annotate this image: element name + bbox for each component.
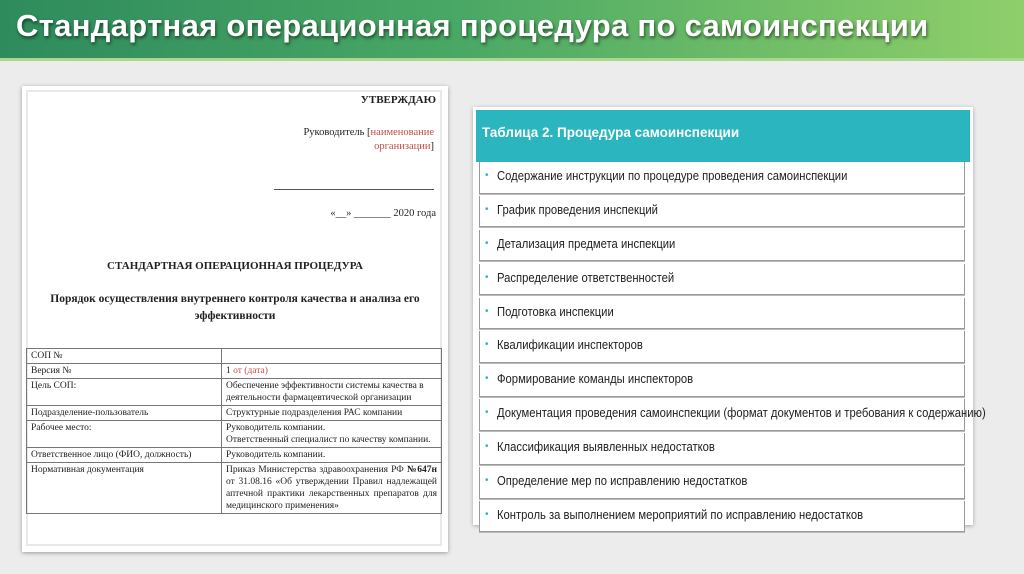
order-text-a: Приказ Министерства здравоохранения РФ bbox=[226, 465, 407, 475]
bullet-icon: • bbox=[485, 237, 489, 249]
list-item-label: Детализация предмета инспекции bbox=[497, 236, 676, 251]
list-item-label: Распределение ответственностей bbox=[497, 270, 675, 285]
order-number: №647н bbox=[406, 465, 437, 475]
list-item-label: Классификация выявленных недостатков bbox=[497, 440, 715, 455]
list-item bbox=[479, 467, 965, 499]
bullet-icon: • bbox=[485, 475, 489, 487]
workplace-line-2: Ответственный специалист по качеству компании. bbox=[226, 435, 431, 445]
sop-document-image bbox=[22, 86, 448, 552]
bullet-icon: • bbox=[485, 271, 489, 283]
bullet-icon: • bbox=[485, 441, 489, 453]
list-item-label: Содержание инструкции по процедуре проведения самоинспекции bbox=[497, 169, 848, 183]
meta-value: Руководитель компании. bbox=[222, 448, 442, 463]
meta-key: СОП № bbox=[27, 349, 222, 364]
list-item-label: График проведения инспекций bbox=[497, 202, 658, 217]
meta-value: Структурные подразделения РАС компании bbox=[222, 406, 442, 421]
head-signature-block bbox=[303, 126, 434, 154]
meta-key: Ответственное лицо (ФИО, должность) bbox=[27, 448, 222, 463]
table-row bbox=[27, 349, 442, 364]
bullet-icon: • bbox=[485, 203, 489, 215]
meta-value bbox=[222, 421, 442, 448]
approve-label: УТВЕРЖДАЮ bbox=[360, 94, 436, 106]
sop-subtitle: Порядок осуществления внутреннего контроля качества и анализа его эффективности bbox=[50, 293, 420, 322]
list-item bbox=[479, 298, 965, 330]
bullet-icon: • bbox=[485, 508, 489, 520]
list-item-label: Контроль за выполнением мероприятий по исправлению недостатков bbox=[497, 507, 864, 522]
meta-key: Подразделение-пользователь bbox=[27, 406, 222, 421]
approval-date: «__» _______ 2020 года bbox=[330, 208, 436, 219]
head-placeholder-2: организации bbox=[374, 141, 431, 152]
meta-key: Рабочее место: bbox=[27, 421, 222, 448]
meta-value bbox=[222, 463, 442, 514]
table-row bbox=[27, 421, 442, 448]
signature-line bbox=[274, 189, 434, 190]
slide-header bbox=[0, 0, 1024, 58]
table-row bbox=[27, 406, 442, 421]
head-placeholder-1: наименование bbox=[370, 127, 434, 138]
meta-value bbox=[222, 364, 442, 379]
bullet-icon: • bbox=[485, 305, 489, 317]
meta-key: Нормативная документация bbox=[27, 463, 222, 514]
meta-value: Обеспечение эффективности системы качества в деятельности фармацевтической организации bbox=[222, 379, 442, 406]
meta-value bbox=[222, 349, 442, 364]
list-item-label: Подготовка инспекции bbox=[497, 304, 614, 319]
list-item bbox=[479, 433, 965, 465]
bullet-icon: • bbox=[485, 339, 489, 351]
head-prefix: Руководитель [ bbox=[303, 127, 371, 138]
self-inspection-table bbox=[473, 107, 986, 525]
slide-title: Стандартная операционная процедура по самоинспекции bbox=[16, 8, 929, 43]
list-item-label: Квалификации инспекторов bbox=[497, 338, 643, 353]
list-item bbox=[479, 196, 965, 228]
table-row bbox=[27, 448, 442, 463]
table-row bbox=[27, 364, 442, 379]
list-item bbox=[479, 365, 965, 397]
meta-key: Версия № bbox=[27, 364, 222, 379]
meta-key: Цель СОП: bbox=[27, 379, 222, 406]
table-row bbox=[27, 463, 442, 514]
bullet-icon: • bbox=[485, 170, 489, 181]
list-item bbox=[479, 162, 965, 194]
version-date-placeholder: от (дата) bbox=[233, 366, 268, 376]
bullet-icon: • bbox=[485, 373, 489, 385]
header-divider bbox=[0, 58, 1024, 61]
list-item-label: Определение мер по исправлению недостатков bbox=[497, 474, 748, 489]
workplace-line-1: Руководитель компании. bbox=[226, 423, 326, 433]
table-header bbox=[476, 110, 970, 162]
table-title: Таблица 2. Процедура самоинспекции bbox=[482, 125, 740, 140]
order-text-c: от 31.08.16 «Об утверждении Правил надлежащей аптечной практики лекарственных препаратов для медицинского применения» bbox=[226, 477, 437, 511]
sop-title: СТАНДАРТНАЯ ОПЕРАЦИОННАЯ ПРОЦЕДУРА bbox=[107, 260, 363, 272]
list-item bbox=[479, 501, 965, 533]
head-suffix: ] bbox=[430, 141, 434, 152]
list-item bbox=[479, 264, 965, 296]
bullet-icon: • bbox=[485, 407, 489, 419]
sop-meta-table bbox=[26, 348, 442, 514]
table-row bbox=[27, 379, 442, 406]
table-rows bbox=[479, 162, 986, 535]
list-item bbox=[479, 331, 965, 363]
list-item-label: Формирование команды инспекторов bbox=[497, 372, 694, 387]
list-item bbox=[479, 399, 986, 431]
list-item bbox=[479, 230, 965, 262]
list-item-label: Документация проведения самоинспекции (формат документов и требования к содержанию) bbox=[497, 406, 986, 421]
version-number: 1 bbox=[226, 366, 234, 376]
